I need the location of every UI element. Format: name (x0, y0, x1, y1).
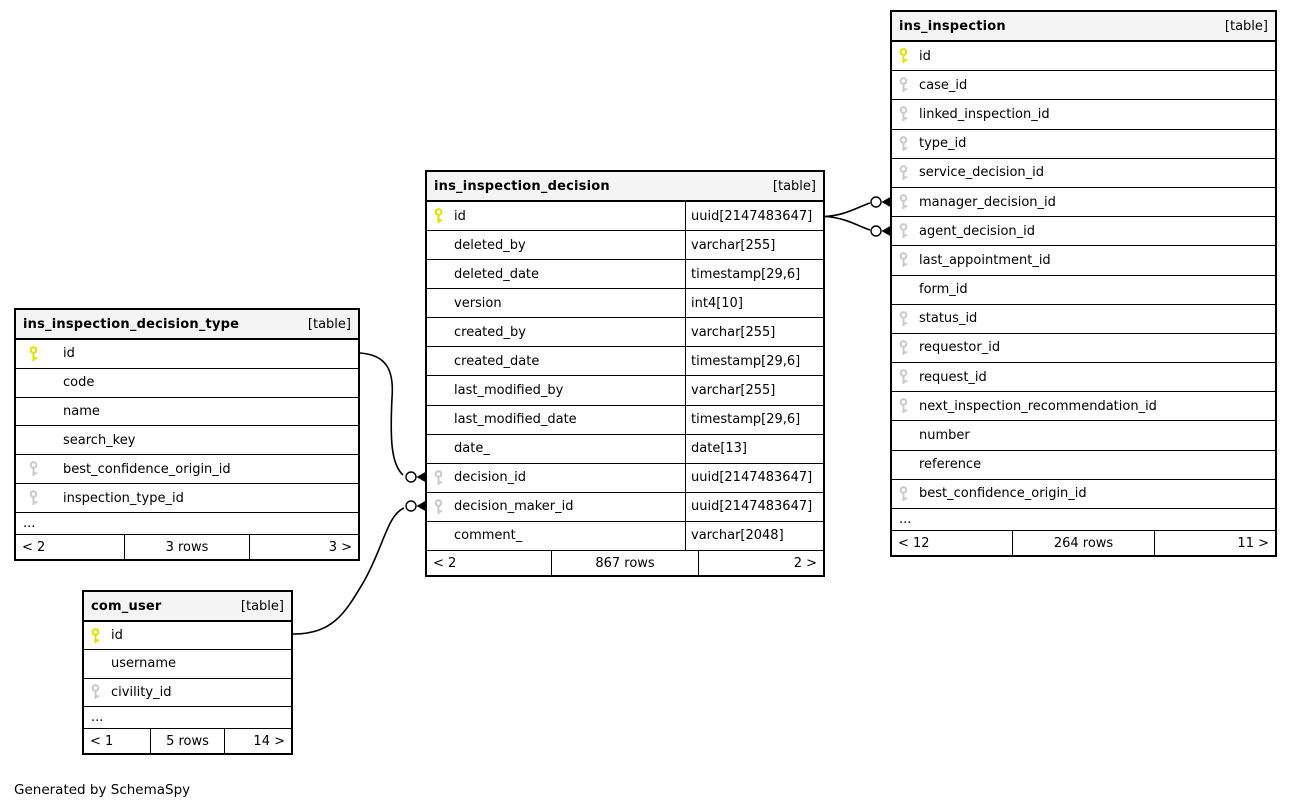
column-type: int4[10] (685, 289, 823, 317)
column-row (892, 333, 1275, 362)
foreign-key-icon (16, 490, 63, 506)
column-row (16, 368, 358, 397)
table-title: ins_inspection_decision_type (23, 316, 240, 332)
column-name: number (919, 428, 970, 444)
table-columns (84, 622, 291, 706)
column-name: last_modified_date (454, 412, 577, 428)
related-parents-count: < 2 (433, 555, 457, 571)
relationship-line (825, 217, 870, 231)
primary-key-icon (427, 208, 454, 224)
table-title: com_user (91, 598, 162, 614)
column-row (892, 304, 1275, 333)
relationship-zero-circle (871, 226, 881, 236)
foreign-key-icon (892, 311, 919, 327)
more-columns-ellipsis: ... (16, 512, 358, 534)
related-parents-count: < 1 (90, 733, 114, 749)
row-count: 3 rows (124, 535, 250, 559)
column-row (427, 288, 823, 317)
column-name: comment_ (454, 528, 523, 544)
table-footer (16, 534, 358, 559)
column-name: username (111, 656, 176, 672)
table-node-ins-inspection-decision-type[interactable] (14, 308, 360, 561)
column-name: type_id (919, 136, 967, 152)
table-node-ins-inspection[interactable] (890, 10, 1277, 557)
column-type: timestamp[29,6] (685, 260, 823, 288)
column-name: created_by (454, 324, 526, 340)
table-footer (892, 530, 1275, 555)
column-row (16, 454, 358, 483)
column-row (892, 245, 1275, 274)
generated-by-note: Generated by SchemaSpy (14, 782, 191, 798)
column-name: decision_id (454, 470, 526, 486)
column-row (892, 158, 1275, 187)
column-row (892, 70, 1275, 99)
foreign-key-icon (892, 486, 919, 502)
column-row (892, 450, 1275, 479)
related-children-count: 11 > (1154, 531, 1275, 555)
column-row (427, 375, 823, 404)
column-row (892, 129, 1275, 158)
column-name: requestor_id (919, 340, 1001, 356)
column-name: search_key (63, 432, 136, 448)
column-type: varchar[255] (685, 231, 823, 259)
column-name: civility_id (111, 684, 172, 700)
column-name: last_appointment_id (919, 252, 1051, 268)
column-row (892, 275, 1275, 304)
foreign-key-icon (892, 136, 919, 152)
column-row (16, 425, 358, 454)
column-name: date_ (454, 441, 490, 457)
column-name: name (63, 404, 100, 420)
column-name: status_id (919, 311, 978, 327)
column-name: request_id (919, 369, 987, 385)
foreign-key-icon (892, 398, 919, 414)
column-type: timestamp[29,6] (685, 406, 823, 434)
row-count: 264 rows (1012, 531, 1153, 555)
foreign-key-icon (84, 684, 111, 700)
column-name: deleted_by (454, 237, 526, 253)
table-footer (84, 728, 291, 753)
column-type: date[13] (685, 435, 823, 463)
primary-key-icon (892, 48, 919, 64)
column-name: inspection_type_id (63, 490, 184, 506)
column-type: timestamp[29,6] (685, 347, 823, 375)
foreign-key-icon (892, 252, 919, 268)
foreign-key-icon (892, 340, 919, 356)
column-name: agent_decision_id (919, 223, 1036, 239)
related-children-count: 2 > (698, 551, 823, 575)
column-row (427, 521, 823, 550)
column-row (892, 391, 1275, 420)
related-parents-count: < 2 (22, 539, 46, 555)
column-name: id (63, 346, 75, 362)
column-row (892, 420, 1275, 449)
relationship-zero-circle (406, 472, 416, 482)
column-row (16, 397, 358, 426)
column-name: id (111, 628, 123, 644)
table-header (427, 172, 823, 202)
table-title: ins_inspection_decision (434, 178, 610, 194)
column-row (892, 362, 1275, 391)
column-name: manager_decision_id (919, 194, 1056, 210)
column-row (427, 259, 823, 288)
column-type: varchar[255] (685, 318, 823, 346)
column-name: id (454, 208, 466, 224)
column-name: best_confidence_origin_id (63, 461, 231, 477)
column-row (84, 622, 291, 649)
primary-key-icon (16, 346, 63, 362)
table-tag: [table] (307, 316, 351, 332)
column-row (892, 187, 1275, 216)
column-type: uuid[2147483647] (685, 202, 823, 230)
column-row (427, 230, 823, 259)
more-columns-ellipsis: ... (84, 706, 291, 728)
table-tag: [table] (1224, 18, 1268, 34)
column-name: form_id (919, 282, 968, 298)
foreign-key-icon (892, 165, 919, 181)
relationship-zero-circle (871, 197, 881, 207)
relationship-zero-circle (406, 501, 416, 511)
table-node-com-user[interactable] (82, 590, 293, 755)
foreign-key-icon (892, 77, 919, 93)
column-name: reference (919, 457, 982, 473)
column-name: id (919, 48, 931, 64)
foreign-key-icon (427, 470, 454, 486)
column-row (427, 346, 823, 375)
more-columns-ellipsis: ... (892, 508, 1275, 530)
column-row (427, 405, 823, 434)
foreign-key-icon (892, 106, 919, 122)
foreign-key-icon (892, 223, 919, 239)
column-row (427, 202, 823, 230)
column-type: uuid[2147483647] (685, 464, 823, 492)
foreign-key-icon (427, 499, 454, 515)
column-name: version (454, 295, 502, 311)
table-node-ins-inspection-decision[interactable] (425, 170, 825, 577)
column-row (84, 649, 291, 677)
foreign-key-icon (892, 194, 919, 210)
relationship-line (360, 353, 403, 475)
column-name: last_modified_by (454, 383, 564, 398)
column-name: case_id (919, 77, 968, 93)
related-children-count: 3 > (249, 535, 358, 559)
column-row (892, 42, 1275, 70)
column-name: decision_maker_id (454, 499, 574, 515)
primary-key-icon (84, 628, 111, 644)
column-name: deleted_date (454, 266, 540, 282)
table-tag: [table] (772, 178, 816, 194)
column-name: next_inspection_recommendation_id (919, 398, 1157, 414)
column-name: linked_inspection_id (919, 106, 1050, 122)
column-name: best_confidence_origin_id (919, 486, 1087, 502)
column-row (892, 479, 1275, 508)
related-children-count: 14 > (224, 729, 291, 753)
column-row (427, 463, 823, 492)
table-columns (16, 340, 358, 512)
table-columns (892, 42, 1275, 508)
row-count: 867 rows (551, 551, 697, 575)
table-header (16, 310, 358, 340)
column-row (892, 216, 1275, 245)
column-row (427, 317, 823, 346)
column-type: uuid[2147483647] (685, 493, 823, 521)
table-header (892, 12, 1275, 42)
column-row (892, 99, 1275, 128)
column-name: service_decision_id (919, 165, 1045, 181)
row-count: 5 rows (150, 729, 224, 753)
table-title: ins_inspection (899, 18, 1006, 34)
column-row (16, 483, 358, 512)
column-name: created_date (454, 353, 540, 369)
column-type: varchar[255] (685, 376, 823, 404)
relationship-line (825, 203, 870, 217)
column-name: code (63, 375, 95, 391)
column-row (16, 340, 358, 368)
related-parents-count: < 12 (898, 535, 930, 551)
table-columns (427, 202, 823, 550)
table-footer (427, 550, 823, 575)
column-row (84, 678, 291, 706)
table-header (84, 592, 291, 622)
column-type: varchar[2048] (685, 522, 823, 550)
table-tag: [table] (240, 598, 284, 614)
foreign-key-icon (892, 369, 919, 385)
column-row (427, 492, 823, 521)
foreign-key-icon (16, 461, 63, 477)
column-row (427, 434, 823, 463)
